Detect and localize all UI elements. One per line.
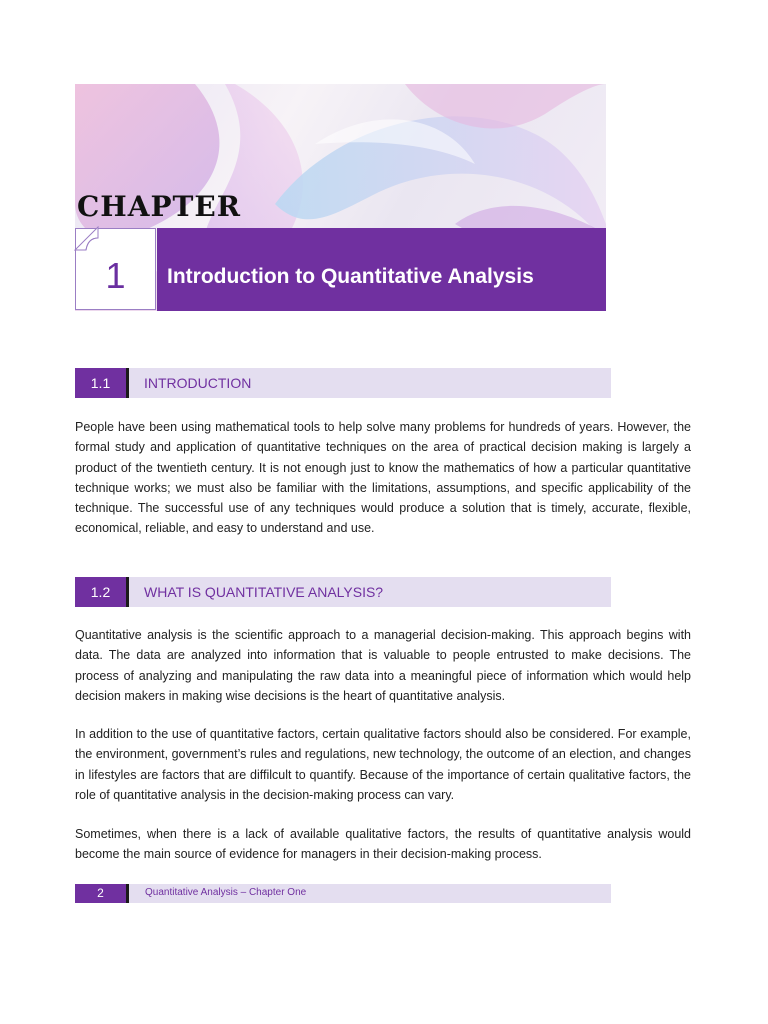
page-curl-icon [74, 226, 100, 252]
chapter-number: 1 [105, 255, 126, 296]
paragraph: Sometimes, when there is a lack of available qualitative factors, the results of quantitative analysis would become the main source of evidence for managers in their decision-making process. [75, 827, 691, 862]
chapter-title-bar [157, 228, 606, 311]
section-number: 1.2 [75, 577, 126, 607]
chapter-label: CHAPTER [77, 190, 241, 223]
page-number: 2 [75, 884, 126, 903]
section-number: 1.1 [75, 368, 126, 398]
section-title: INTRODUCTION [144, 375, 252, 391]
section-divider [126, 368, 129, 398]
footer-text: Quantitative Analysis – Chapter One [145, 887, 307, 898]
page-footer [75, 884, 611, 903]
paragraph: In addition to the use of quantitative factors, certain qualitative factors should also be considered. For example, the environment, government’s rules and regulations, new technology, the outcome of an election, and changes in lifestyles are factors that are diffilcult to quantify. Because of the importance of certain qualitative factors, the role of quantitative analysis in the decision-making process can vary. [75, 727, 691, 802]
paragraph: Quantitative analysis is the scientific approach to a managerial decision-making. This approach begins with data. The data are analyzed into information that is valuable to people entrusted to make decisions. The process of analyzing and manipulating the raw data into a meaningful piece of information which would help decision makers in making wise decisions is the heart of quantitative analysis. [75, 628, 691, 703]
section-divider [126, 577, 129, 607]
section-title: WHAT IS QUANTITATIVE ANALYSIS? [144, 584, 384, 600]
footer-divider [126, 884, 129, 903]
paragraph: People have been using mathematical tools to help solve many problems for hundreds of years. However, the formal study and application of quantitative techniques on the area of practical decision making is largely a product of the twentieth century. It is not enough just to know the mathematics of how a particular quantitative technique works; we must also be familiar with the limitations, assumptions, and specific applicability of the technique. The successful use of any techniques would produce a solution that is timely, accurate, flexible, economical, reliable, and easy to understand and use. [75, 420, 691, 536]
chapter-title: Introduction to Quantitative Analysis [167, 265, 534, 288]
section-heading-1-1 [75, 368, 611, 398]
section-heading-1-2 [75, 577, 611, 607]
